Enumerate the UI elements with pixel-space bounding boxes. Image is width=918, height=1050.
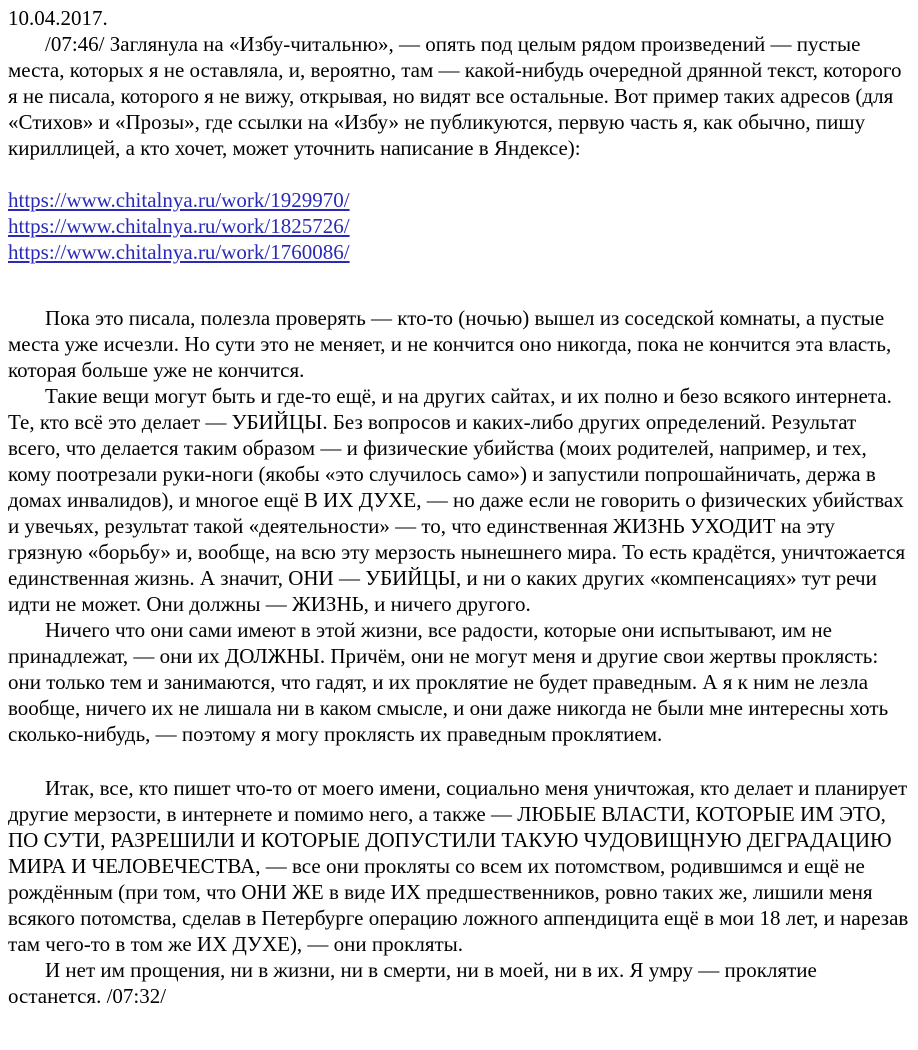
- paragraph-itak: Итак, все, кто пишет что-то от моего имени, социально меня уничтожая, кто делает и планирует другие мерзости, в интернете и помимо него, а также — ЛЮБЫЕ ВЛАСТИ, КОТОРЫЕ ИМ ЭТО, ПО СУТИ, РАЗРЕШИЛИ И КОТОРЫЕ ДОПУСТИЛИ ТАКУЮ ЧУДОВИЩНУЮ ДЕГРАДАЦИЮ МИРА И ЧЕЛОВЕЧЕСТВА, — все они прокляты со всем их потомством, родившимся и ещё не рождённым (при том, что ОНИ ЖЕ в виде ИХ предшественников, ровно таких же, лишили меня всякого потомства, сделав в Петербурге операцию ложного аппендицита ещё в мои 18 лет, и нарезав там чего-то в том же ИХ ДУХЕ), — они прокляты.: [8, 776, 909, 956]
- date-line: 10.04.2017.: [8, 6, 108, 30]
- links-block: [8, 187, 909, 265]
- chitalnya-link-1[interactable]: https://www.chitalnya.ru/work/1929970/: [8, 188, 350, 212]
- chitalnya-link-2[interactable]: https://www.chitalnya.ru/work/1825726/: [8, 214, 350, 238]
- paragraph-nichego: Ничего что они сами имеют в этой жизни, все радости, которые они испытывают, им не принадлежат, — они их ДОЛЖНЫ. Причём, они не могут меня и другие свои жертвы проклясть: они только тем и занимаются, что гадят, и их проклятие не будет праведным. А я к ним не лезла вообще, ничего их не лишала ни в каком смысле, и они даже никогда не были мне интересны хоть сколько-нибудь, — поэтому я могу проклясть их праведным проклятием.: [8, 618, 889, 746]
- paragraph-closing: И нет им прощения, ни в жизни, ни в смерти, ни в моей, ни в их. Я умру — проклятие останется. /07:32/: [8, 958, 817, 1008]
- chitalnya-link-3[interactable]: https://www.chitalnya.ru/work/1760086/: [8, 240, 350, 264]
- paragraph-intro: /07:46/ Заглянула на «Избу-читальню», — опять под целым рядом произведений — пустые места, которых я не оставляла, и, вероятно, там — какой-нибудь очередной дрянной текст, которого я не писала, которого я не вижу, открывая, но видят все остальные. Вот пример таких адресов (для «Стихов» и «Прозы», где ссылки на «Избу» не публикуются, первую часть я, как обычно, пишу кириллицей, а кто хочет, может уточнить написание в Яндексе):: [8, 32, 902, 160]
- paragraph-poka: Пока это писала, полезла проверять — кто-то (ночью) вышел из соседской комнаты, а пустые места уже исчезли. Но сути это не меняет, и не кончится оно никогда, пока не кончится эта власть, которая больше уже не кончится.: [8, 306, 892, 382]
- paragraph-takie-veshchi: Такие вещи могут быть и где-то ещё, и на других сайтах, и их полно и безо всякого интернета. Те, кто всё это делает — УБИЙЦЫ. Без вопросов и каких-либо других определений. Результат всего, что делается таким образом — и физические убийства (моих родителей, например, и тех, кому поотрезали руки-ноги (якобы «это случилось само») и запустили попрошайничать, держа в домах инвалидов), и многое ещё В ИХ ДУХЕ, — но даже если не говорить о физических убийствах и увечьях, результат такой «деятельности» — то, что единственная ЖИЗНЬ УХОДИТ на эту грязную «борьбу» и, вообще, на всю эту мерзость нынешнего мира. То есть крадётся, уничтожается единственная жизнь. А значит, ОНИ — УБИЙЦЫ, и ни о каких других «компенсациях» тут речи идти не может. Они должны — ЖИЗНЬ, и ничего другого.: [8, 384, 906, 616]
